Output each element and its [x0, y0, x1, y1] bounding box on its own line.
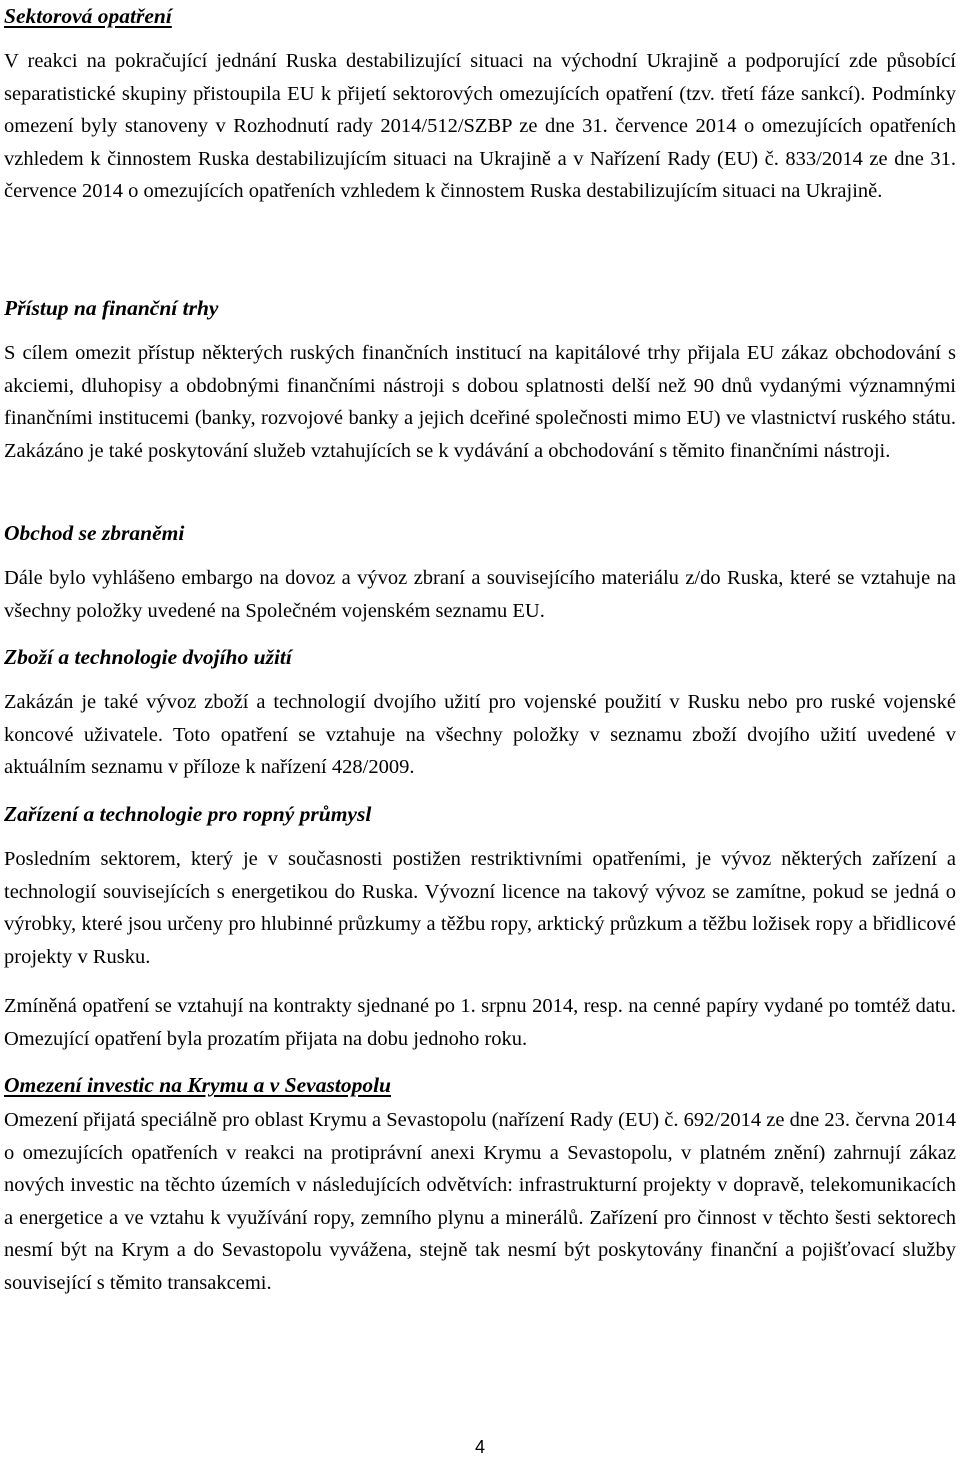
- page-number: 4: [474, 1437, 485, 1457]
- paragraph-zbozi-a-technologie-dvojiho-uziti: Zakázán je také vývoz zboží a technologií dvojího užití pro vojenské použití v Rusku nebo pro ruské vojenské koncové uživatele. Toto opatření se vztahuje na všechny položky v seznamu zboží dvojího užití uvedené v aktuálním seznamu v příloze k nařízení 428/2009.: [4, 691, 956, 779]
- section-heading-zarizeni-pro-ropny-prumysl: Zařízení a technologie pro ropný průmysl: [4, 802, 372, 826]
- section-heading-pristup-na-financni-trhy: Přístup na finanční trhy: [4, 296, 219, 320]
- section-heading-zbozi-a-technologie-dvojiho-uziti: Zboží a technologie dvojího užití: [4, 645, 292, 669]
- section-heading-obchod-se-zbranemi: Obchod se zbraněmi: [4, 521, 185, 545]
- paragraph-sektorova-opatreni: V reakci na pokračující jednání Ruska destabilizující situaci na východní Ukrajině a podporující zde působící separatistické skupiny přistoupila EU k přijetí sektorových omezujících opatření (tzv. třetí fáze sankcí). Podmínky omezení byly stanoveny v Rozhodnutí rady 2014/512/SZBP ze dne 31. července 2014 o omezujících opatřeních vzhledem k činnostem Ruska destabilizujícím situaci na Ukrajině a v Nařízení Rady (EU) č. 833/2014 ze dne 31. července 2014 o omezujících opatřeních vzhledem k činnostem Ruska destabilizujícím situaci na Ukrajině.: [4, 50, 956, 203]
- section-heading-omezeni-investic-krym: Omezení investic na Krymu a v Sevastopolu: [4, 1073, 391, 1097]
- paragraph-omezeni-investic-krym: Omezení přijatá speciálně pro oblast Krymu a Sevastopolu (nařízení Rady (EU) č. 692/2014 ze dne 23. června 2014 o omezujících opatřeních v reakci na protiprávní anexi Krymu a Sevastopolu, v platném znění) zahrnují zákaz nových investic na těchto územích v následujících odvětvích: infrastrukturní projekty v dopravě, telekomunikacích a energetice a ve vztahu k využívání ropy, zemního plynu a minerálů. Zařízení pro činnost v těchto šesti sektorech nesmí být na Krym a do Sevastopolu vyvážena, stejně tak nesmí být poskytovány finanční a pojišťovací služby související s těmito transakcemi.: [4, 1109, 956, 1294]
- paragraph-pristup-na-financni-trhy: S cílem omezit přístup některých ruských finančních institucí na kapitálové trhy přijala EU zákaz obchodování s akciemi, dluhopisy a obdobnými finančními nástroji s dobou splatnosti delší než 90 dnů vydanými významnými finančními institucemi (banky, rozvojové banky a jejich dceřiné společnosti mimo EU) ve vlastnictví ruského státu. Zakázáno je také poskytování služeb vztahujících se k vydávání a obchodování s těmito finančními nástroji.: [4, 342, 956, 462]
- paragraph-obchod-se-zbranemi: Dále bylo vyhlášeno embargo na dovoz a vývoz zbraní a souvisejícího materiálu z/do Ruska, které se vztahuje na všechny položky uvedené na Společném vojenském seznamu EU.: [4, 567, 956, 622]
- paragraph-zarizeni-pro-ropny-prumysl: Posledním sektorem, který je v současnosti postižen restriktivními opatřeními, je vývoz některých zařízení a technologií souvisejících s energetikou do Ruska. Vývozní licence na takový vývoz se zamítne, pokud se jedná o výrobky, které jsou určeny pro hlubinné průzkumy a těžbu ropy, arktický průzkum a těžbu ložisek ropy a břidlicové projekty v Rusku.: [4, 848, 956, 968]
- section-heading-sektorova-opatreni: Sektorová opatření: [4, 4, 172, 28]
- paragraph-platnost-opatreni: Zmíněná opatření se vztahují na kontrakty sjednané po 1. srpnu 2014, resp. na cenné papíry vydané po tomtéž datu. Omezující opatření byla prozatím přijata na dobu jednoho roku.: [4, 995, 956, 1050]
